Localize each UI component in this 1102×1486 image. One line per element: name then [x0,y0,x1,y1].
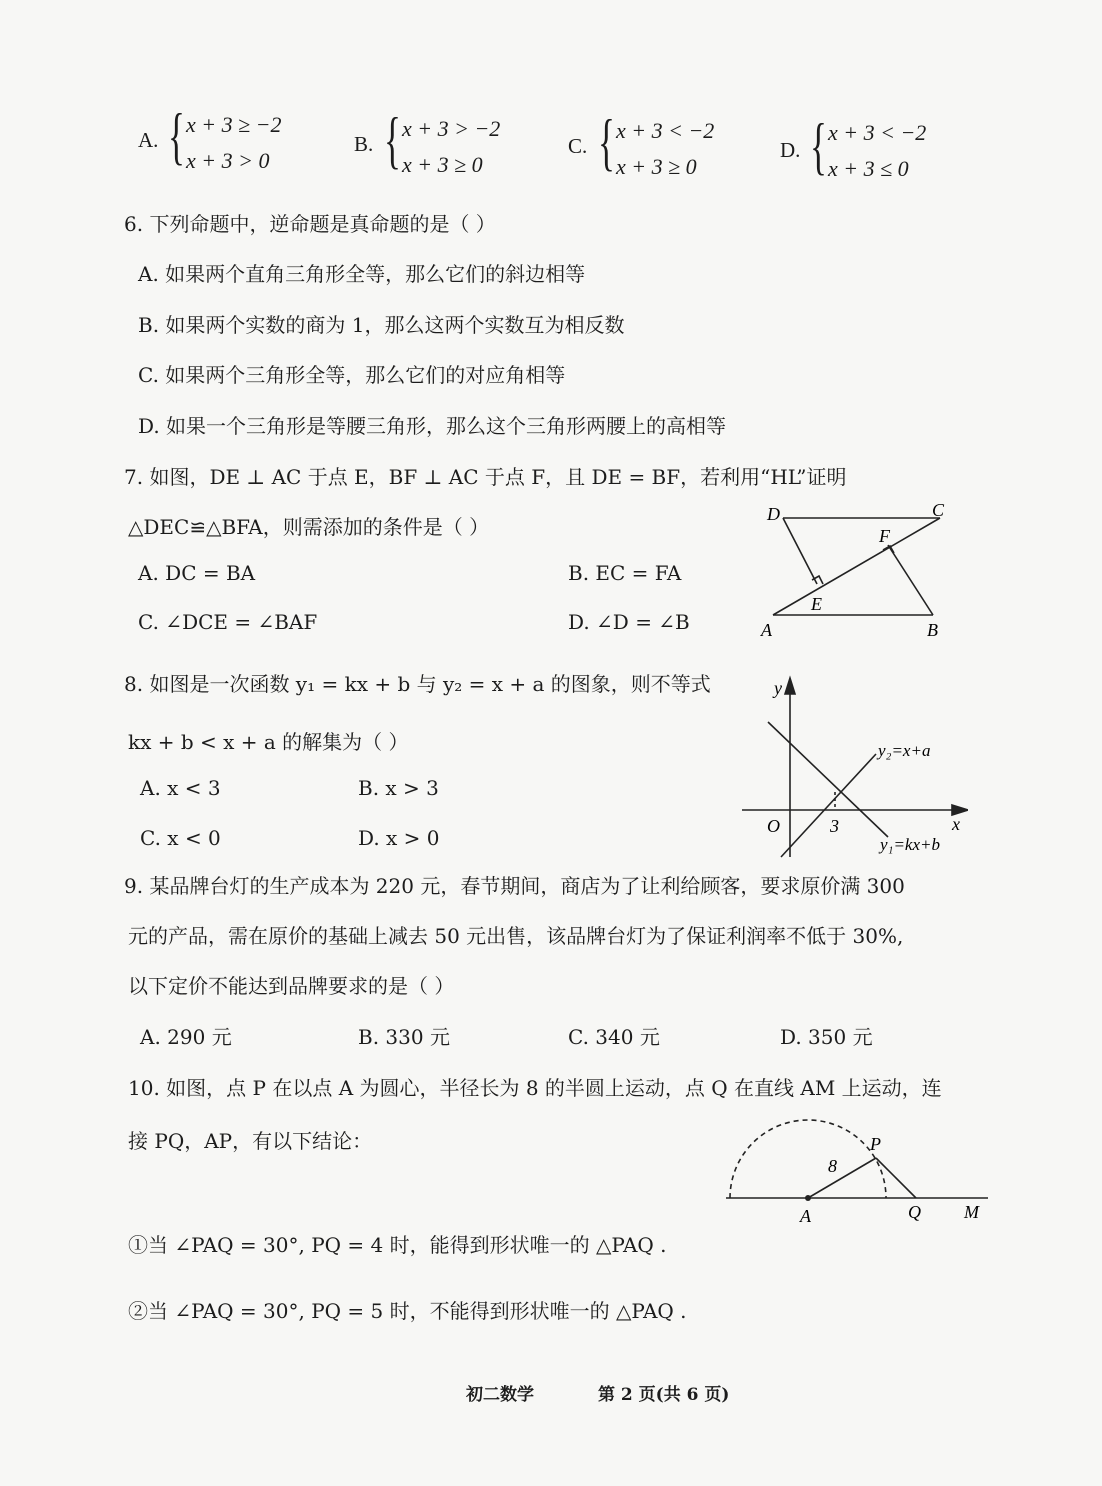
q8-label-origin: O [767,816,780,836]
q5-option-d-letter: D. [780,138,801,162]
q7-option-b: B. EC = FA [568,561,682,585]
q5-option-c-line2: x + 3 ≥ 0 [616,154,697,179]
q7-option-a: A. DC = BA [138,561,256,585]
q5-option-b-letter: B. [354,132,374,156]
q8-label-x: x [952,814,960,834]
q6-option-a: A. 如果两个直角三角形全等，那么它们的斜边相等 [138,262,586,286]
q9-option-a: A. 290 元 [140,1025,232,1049]
q5-option-b-line2: x + 3 ≥ 0 [402,152,483,177]
q7-option-d: D. ∠D = ∠B [568,610,690,634]
q8-label-y1: y₁=kx+b [880,835,940,854]
q8-option-d: D. x > 0 [358,826,440,850]
q8-stem-line2: kx + b < x + a 的解集为（ ） [128,730,409,754]
q7-figure [755,498,975,643]
q5-option-c-brace: { [598,106,615,177]
q5-option-b-brace: { [384,104,401,175]
q6-stem: 6. 下列命题中，逆命题是真命题的是（ ） [124,212,496,236]
q8-option-b: B. x > 3 [358,776,439,800]
q5-option-a-line1: x + 3 ≥ −2 [186,112,282,137]
q8-option-a: A. x < 3 [140,776,221,800]
q8-figure [738,672,968,862]
q10-label-q: Q [908,1202,921,1222]
q5-option-a-line2: x + 3 > 0 [186,148,270,173]
q7-label-e: E [811,594,822,614]
q7-stem-line1: 7. 如图，DE ⊥ AC 于点 E，BF ⊥ AC 于点 F，且 DE = BF，若利用“HL”证明 [124,465,847,489]
q5-option-b-line1: x + 3 > −2 [402,116,501,141]
q7-label-a: A [761,620,772,640]
q7-label-c: C [932,500,945,520]
q10-figure [718,1118,990,1230]
q5-option-a-brace: { [168,100,185,171]
q6-option-d: D. 如果一个三角形是等腰三角形，那么这个三角形两腰上的高相等 [138,414,727,438]
q5-option-d-brace: { [810,110,827,181]
q10-conclusion-2: ②当 ∠PAQ = 30°, PQ = 5 时，不能得到形状唯一的 △PAQ . [128,1299,687,1323]
q8-label-y2: y₂=x+a [878,741,931,760]
q10-label-m: M [964,1202,979,1222]
q7-label-f: F [879,526,890,546]
footer-page-number: 第 2 页(共 6 页) [598,1385,730,1405]
q5-option-a-letter: A. [138,128,159,152]
q10-conclusion-1: ①当 ∠PAQ = 30°, PQ = 4 时，能得到形状唯一的 △PAQ . [128,1233,667,1257]
q8-stem-line1: 8. 如图是一次函数 y₁ = kx + b 与 y₂ = x + a 的图象，则不等式 [124,672,711,696]
q9-line1: 9. 某品牌台灯的生产成本为 220 元，春节期间，商店为了让利给顾客，要求原价满 300 [124,874,905,898]
q8-label-three: 3 [830,816,839,836]
q5-option-d-line2: x + 3 ≤ 0 [828,156,909,181]
q9-option-b: B. 330 元 [358,1025,450,1049]
q7-label-b: B [927,620,938,640]
q10-line1: 10. 如图，点 P 在以点 A 为圆心，半径长为 8 的半圆上运动，点 Q 在直线 AM 上运动，连 [128,1076,942,1100]
q5-option-d-line1: x + 3 < −2 [828,120,927,145]
q5-option-c-line1: x + 3 < −2 [616,118,715,143]
q10-label-eight: 8 [828,1156,837,1176]
q8-label-y: y [774,678,782,698]
q7-stem-line2: △DEC≌△BFA，则需添加的条件是（ ） [128,515,490,539]
q9-line3: 以下定价不能达到品牌要求的是（ ） [128,974,455,998]
q5-option-c-letter: C. [568,134,588,158]
q9-line2: 元的产品，需在原价的基础上减去 50 元出售，该品牌台灯为了保证利润率不低于 30%, [128,924,904,948]
q6-option-b: B. 如果两个实数的商为 1，那么这两个实数互为相反数 [138,313,625,337]
q9-option-d: D. 350 元 [780,1025,873,1049]
footer-subject: 初二数学 [466,1385,534,1405]
q10-label-p: P [870,1134,881,1154]
q9-option-c: C. 340 元 [568,1025,660,1049]
q7-option-c: C. ∠DCE = ∠BAF [138,610,318,634]
q10-label-a: A [800,1206,811,1226]
q10-line2: 接 PQ，AP，有以下结论： [128,1129,373,1153]
q6-option-c: C. 如果两个三角形全等，那么它们的对应角相等 [138,363,566,387]
q7-label-d: D [767,504,780,524]
q8-option-c: C. x < 0 [140,826,221,850]
